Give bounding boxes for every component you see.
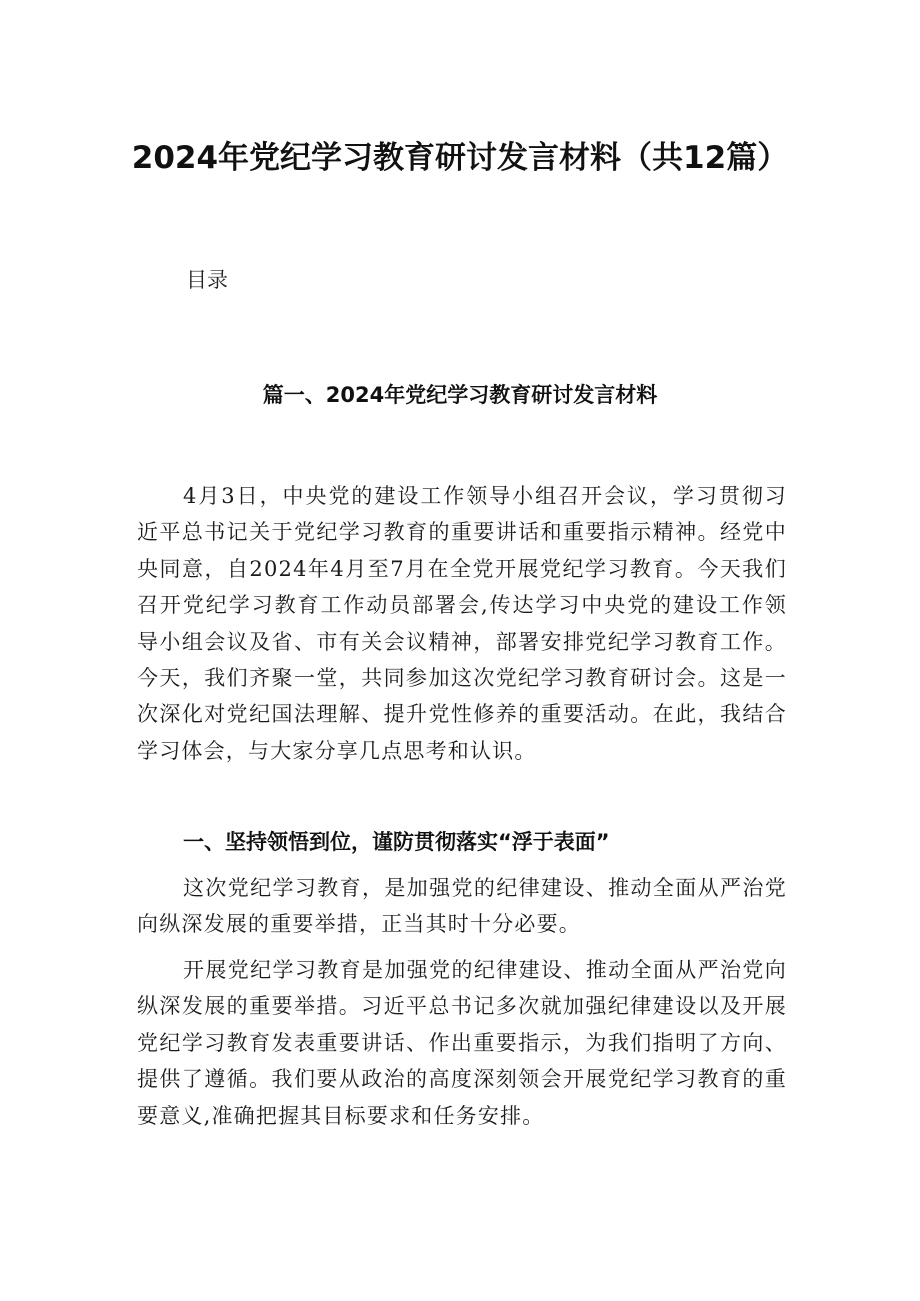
body-paragraph: 开展党纪学习教育是加强党的纪律建设、推动全面从严治党向纵深发展的重要举措。习近平总书记多次就加强纪律建设以及开展党纪学习教育发表重要讲话、作出重要指示，为我们指明了方向、提供了遵循。我们要从政治的高度深刻领会开展党纪学习教育的重要意义,准确把握其目标要求和任务安排。 <box>137 958 787 1128</box>
section-heading: 一、坚持领悟到位，谨防贯彻落实“浮于表面” <box>183 830 610 854</box>
table-of-contents-label: 目录 <box>186 268 228 292</box>
body-paragraph: 这次党纪学习教育，是加强党的纪律建设、推动全面从严治党向纵深发展的重要举措，正当其时十分必要。 <box>137 876 787 937</box>
chapter-title: 篇一、2024年党纪学习教育研讨发言材料 <box>262 383 658 407</box>
body-paragraph: 4月3日，中央党的建设工作领导小组召开会议，学习贯彻习近平总书记关于党纪学习教育的重要讲话和重要指示精神。经党中央同意，自2024年4月至7月在全党开展党纪学习教育。今天我们召开党纪学习教育工作动员部署会,传达学习中央党的建设工作领导小组会议及省、市有关会议精神，部署安排党纪学习教育工作。今天，我们齐聚一堂，共同参加这次党纪学习教育研讨会。这是一次深化对党纪国法理解、提升党性修养的重要活动。在此，我结合学习体会，与大家分享几点思考和认识。 <box>137 484 787 763</box>
document-title: 2024年党纪学习教育研讨发言材料（共12篇） <box>131 140 789 176</box>
